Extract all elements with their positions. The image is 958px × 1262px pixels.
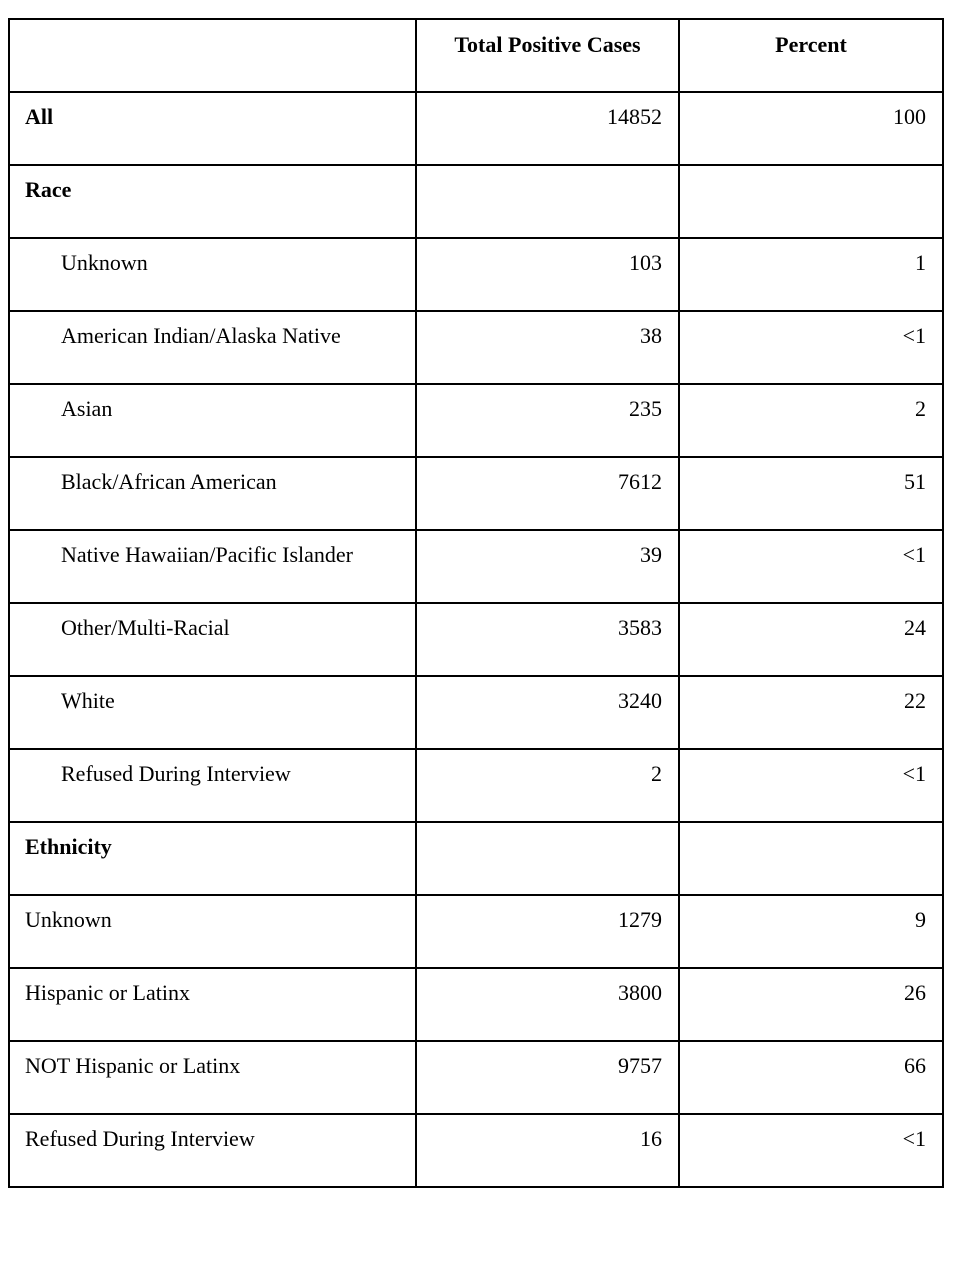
table-row (9, 457, 943, 530)
row-total-positive-cases (416, 165, 679, 238)
row-total-positive-cases: 9757 (416, 1041, 679, 1114)
table-row (9, 1041, 943, 1114)
table-row (9, 822, 943, 895)
row-label: Ethnicity (9, 822, 416, 895)
table-row (9, 603, 943, 676)
row-label: Native Hawaiian/Pacific Islander (9, 530, 416, 603)
table-body (9, 92, 943, 1187)
cases-by-race-ethnicity-table (8, 18, 944, 1188)
table-row (9, 968, 943, 1041)
row-percent: <1 (679, 1114, 943, 1187)
row-percent: 24 (679, 603, 943, 676)
row-label: Race (9, 165, 416, 238)
header-total-positive-cases: Total Positive Cases (416, 19, 679, 92)
row-total-positive-cases: 16 (416, 1114, 679, 1187)
row-percent: <1 (679, 530, 943, 603)
table-row (9, 311, 943, 384)
row-label: Asian (9, 384, 416, 457)
row-percent (679, 165, 943, 238)
row-label: American Indian/Alaska Native (9, 311, 416, 384)
table-row (9, 530, 943, 603)
table-row (9, 384, 943, 457)
row-total-positive-cases: 3240 (416, 676, 679, 749)
row-label: NOT Hispanic or Latinx (9, 1041, 416, 1114)
table-row (9, 1114, 943, 1187)
row-total-positive-cases: 7612 (416, 457, 679, 530)
row-total-positive-cases: 1279 (416, 895, 679, 968)
header-label-column (9, 19, 416, 92)
row-percent: 9 (679, 895, 943, 968)
table-row (9, 238, 943, 311)
row-percent (679, 822, 943, 895)
row-percent: 51 (679, 457, 943, 530)
row-total-positive-cases (416, 822, 679, 895)
row-label: Refused During Interview (9, 1114, 416, 1187)
header-percent: Percent (679, 19, 943, 92)
row-total-positive-cases: 3583 (416, 603, 679, 676)
row-label: Refused During Interview (9, 749, 416, 822)
row-percent: 2 (679, 384, 943, 457)
row-total-positive-cases: 2 (416, 749, 679, 822)
row-percent: 1 (679, 238, 943, 311)
row-label: Other/Multi-Racial (9, 603, 416, 676)
row-label: White (9, 676, 416, 749)
row-total-positive-cases: 38 (416, 311, 679, 384)
row-percent: <1 (679, 311, 943, 384)
row-percent: 66 (679, 1041, 943, 1114)
row-percent: 26 (679, 968, 943, 1041)
table-row (9, 165, 943, 238)
row-total-positive-cases: 14852 (416, 92, 679, 165)
table-row (9, 92, 943, 165)
row-total-positive-cases: 39 (416, 530, 679, 603)
row-percent: 22 (679, 676, 943, 749)
table-row (9, 895, 943, 968)
table-row (9, 676, 943, 749)
row-label: All (9, 92, 416, 165)
row-total-positive-cases: 3800 (416, 968, 679, 1041)
header-row (9, 19, 943, 92)
row-percent: 100 (679, 92, 943, 165)
row-total-positive-cases: 103 (416, 238, 679, 311)
row-label: Unknown (9, 238, 416, 311)
table-row (9, 749, 943, 822)
row-label: Black/African American (9, 457, 416, 530)
row-total-positive-cases: 235 (416, 384, 679, 457)
row-label: Hispanic or Latinx (9, 968, 416, 1041)
row-percent: <1 (679, 749, 943, 822)
row-label: Unknown (9, 895, 416, 968)
